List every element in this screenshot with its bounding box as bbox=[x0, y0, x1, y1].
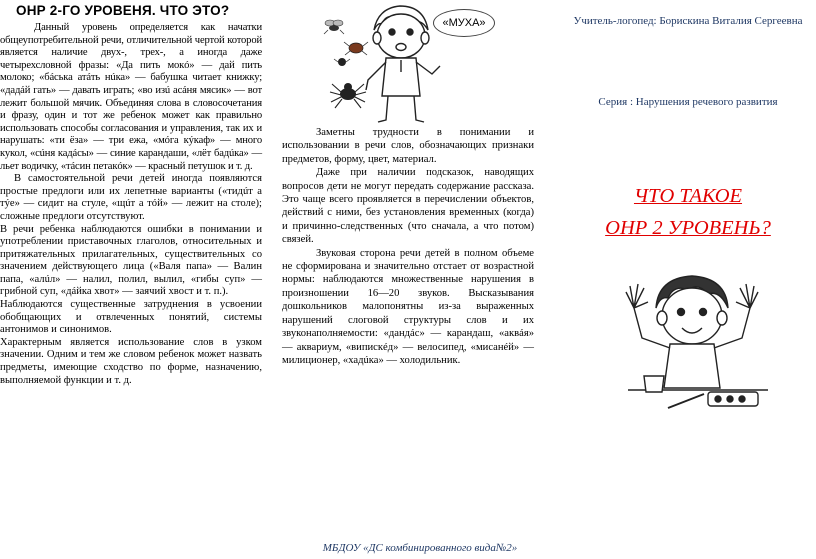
section-title: ОНР 2-ГО УРОВЕНЯ. ЧТО ЭТО? bbox=[16, 3, 230, 18]
paragraph-4: Наблюдаются существенные затруднения в усвоении обобщающих и отвлеченных понятий, системы антонимов и синонимов. bbox=[0, 299, 262, 336]
fly-icon bbox=[324, 20, 344, 34]
column-left bbox=[0, 0, 268, 387]
boy-painting-illustration bbox=[608, 268, 778, 428]
beetle-icon bbox=[344, 42, 368, 55]
spider-icon bbox=[330, 83, 366, 108]
speech-bubble: «МУХА» bbox=[433, 9, 495, 37]
paragraph-7: Даже при наличии подсказок, наводящих вопросов дети не могут передать содержание рассказа. Это чаще всего проявляется в перечислении объектов, действий с ними, без установления временных (когда) и причинно-следственных (что сначала, а что потом) связей. bbox=[282, 167, 534, 246]
paragraph-2: В самостоятельной речи детей иногда появляются простые предлоги или их лепетные варианты («тидúт а тýе» — сидит на стуле, «щúт а тóй» — лежит на столе); сложные предлоги отсутствуют. bbox=[0, 173, 262, 222]
footer-organization: МБДОУ «ДС комбинированного вида№2» bbox=[322, 542, 518, 554]
paragraph-6: Заметны трудности в понимании и использовании в речи слов, обозначающих признаки предметов, форму, цвет, материал. bbox=[282, 127, 534, 165]
column-middle bbox=[282, 0, 534, 367]
boy-with-insects-illustration bbox=[282, 0, 534, 126]
cover-title-line-2: ОНР 2 УРОВЕНЬ? bbox=[605, 217, 771, 239]
paragraph-8: Звуковая сторона речи детей в полном объеме не сформирована и значительно отстает от возрастной нормы: наблюдаются множественные нарушения в произношении 16—20 звуков. Высказывания дошкольников малопонятны из-за выраженных нарушений слоговой структуры слов и их звуконаполняемости: «дандáс» — карандаш, «аквáя» — аквариум, «випискéд» — велосипед, «мисанéй» — милиционер, «хадúка» — холодильник. bbox=[282, 247, 534, 366]
cover-title-line-1: ЧТО ТАКОЕ bbox=[633, 185, 743, 207]
ladybug-icon bbox=[334, 58, 350, 66]
insects-drawing bbox=[282, 0, 534, 126]
paragraph-1: Данный уровень определяется как начатки общеупотребительной речи, отличительной чертой которой является наличие двух-, трех-, а иногда даже четырехсловной фразы: «Да пить мокó» — дай пить молоко; «бáська атáть нúка» — бабушка читает книжку; «дадáй гать» — давать играть; «во изú асáня мясик» — вот лежит большой мячик. Объединяя слова в словосочетания и фразу, один и тот же ребенок может как правильно использовать способы согласования и управления, так их и нарушать: «ти ёза» — три ежа, «мóга кýкаф» — много кукол, «сúня кадáсы» — синие карандаши, «лёт бадúка» — льет водичку, «тáсин петакóк» — красный петушок и т. д. bbox=[0, 22, 262, 172]
cover-title bbox=[560, 180, 816, 244]
paragraph-3: В речи ребенка наблюдаются ошибки в понимании и употреблении приставочных глаголов, относительных и притяжательных прилагательных, существительных со значением действующего лица («Валя папа» — Валин папа, «алúл» — налил, полил, вылил, «гибы суп» — грибной суп, «дáйка хвот» — заячий хвост и т. п.). bbox=[0, 223, 262, 298]
series-line: Серия : Нарушения речевого развития bbox=[598, 96, 778, 108]
paragraph-5: Характерным является использование слов в узком значении. Одним и тем же словом ребенок может назвать предметы, имеющие сходство по форме, назначению, выполняемой функции и т. д. bbox=[0, 336, 262, 386]
boy-drawing bbox=[366, 6, 440, 122]
author-line: Учитель-логопед: Борискина Виталия Сергеевна bbox=[573, 15, 803, 27]
